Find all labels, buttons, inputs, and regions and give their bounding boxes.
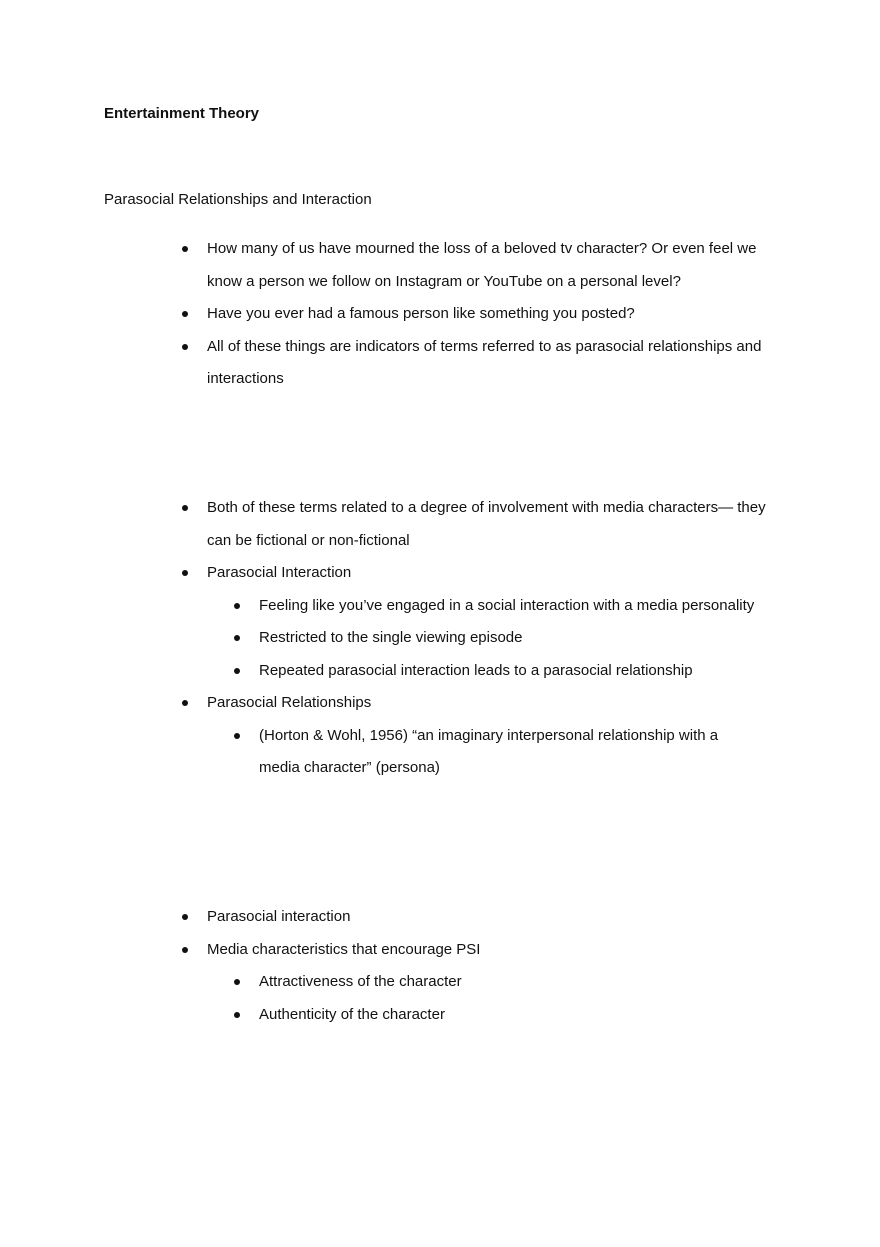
sub-list-item bbox=[0, 966, 759, 999]
bullet-list-psi bbox=[0, 901, 880, 1031]
bullet-icon bbox=[234, 979, 240, 985]
list-item-text: Both of these terms related to a degree of involvement with media characters— they can be fictional or non-fictional bbox=[207, 499, 766, 549]
bullet-icon bbox=[234, 733, 240, 739]
sub-list-item-text: Attractiveness of the character bbox=[259, 973, 462, 990]
document-title: Entertainment Theory bbox=[104, 105, 260, 122]
list-item-text: Parasocial Relationships bbox=[207, 694, 372, 711]
section-heading: Parasocial Relationships and Interaction bbox=[104, 191, 372, 208]
list-item-text: How many of us have mourned the loss of a beloved tv character? Or even feel we know a person we follow on Instagram or YouTube on a personal level? bbox=[207, 240, 757, 290]
list-item bbox=[0, 233, 787, 298]
sub-list-item bbox=[0, 999, 759, 1032]
sub-list-item-text: Authenticity of the character bbox=[259, 1005, 445, 1023]
sub-list-item-text: (Horton & Wohl, 1956) “an imaginary interpersonal relationship with a media character” (persona) bbox=[259, 726, 719, 776]
sub-list-item bbox=[0, 720, 759, 785]
list-item-text: Media characteristics that encourage PSI bbox=[207, 940, 481, 958]
bullet-icon bbox=[182, 311, 188, 317]
bullet-icon bbox=[234, 1012, 240, 1018]
sub-list-item bbox=[0, 655, 759, 688]
sub-list-item bbox=[0, 622, 759, 655]
bullet-icon bbox=[234, 668, 240, 674]
list-item bbox=[0, 331, 787, 396]
sub-list-item-text: Repeated parasocial interaction leads to a parasocial relationship bbox=[259, 661, 693, 679]
list-item bbox=[0, 492, 787, 557]
bullet-list-definitions bbox=[0, 492, 880, 785]
list-item bbox=[0, 934, 787, 967]
list-item bbox=[0, 298, 787, 331]
sub-list-item-text: Restricted to the single viewing episode bbox=[259, 629, 523, 646]
bullet-icon bbox=[182, 947, 188, 953]
bullet-list-intro bbox=[0, 233, 880, 396]
bullet-icon bbox=[182, 914, 188, 920]
bullet-icon bbox=[182, 570, 188, 576]
bullet-icon bbox=[234, 603, 240, 609]
list-item bbox=[0, 901, 787, 934]
sub-list-item-text: Feeling like you’ve engaged in a social interaction with a media personality bbox=[259, 596, 755, 614]
bullet-icon bbox=[182, 246, 188, 252]
list-item bbox=[0, 557, 787, 590]
list-item-text: All of these things are indicators of terms referred to as parasocial relationships and interactions bbox=[207, 337, 762, 387]
sub-list-item bbox=[0, 590, 759, 623]
list-item-text: Parasocial interaction bbox=[207, 908, 351, 925]
bullet-icon bbox=[234, 635, 240, 641]
list-item-text: Have you ever had a famous person like something you posted? bbox=[207, 305, 635, 322]
bullet-icon bbox=[182, 344, 188, 350]
bullet-icon bbox=[182, 505, 188, 511]
list-item-text: Parasocial Interaction bbox=[207, 564, 352, 581]
list-item bbox=[0, 687, 787, 720]
bullet-icon bbox=[182, 700, 188, 706]
